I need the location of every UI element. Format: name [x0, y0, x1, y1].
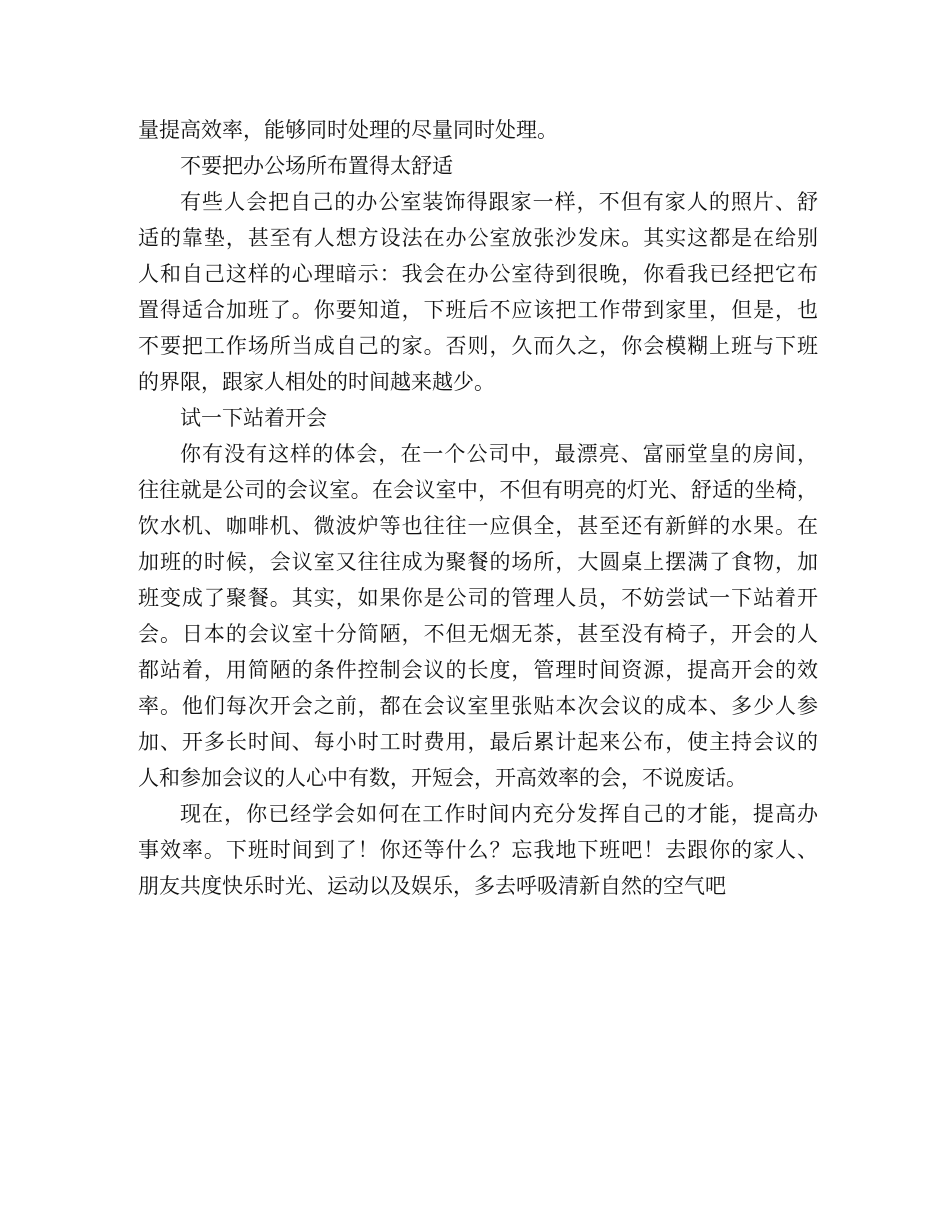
paragraph-line: 量提高效率，能够同时处理的尽量同时处理。	[138, 118, 558, 142]
paragraph-line: 有些人会把自己的办公室装饰得跟家一样，不但有家人的照片、舒	[180, 190, 818, 214]
paragraph-line: 置得适合加班了。你要知道，下班后不应该把工作带到家里，但是，也	[138, 298, 818, 322]
paragraph-line: 事效率。下班时间到了！你还等什么？忘我地下班吧！去跟你的家人、	[138, 838, 818, 862]
section-heading: 不要把办公场所布置得太舒适	[180, 154, 453, 178]
paragraph-line: 班变成了聚餐。其实，如果你是公司的管理人员，不妨尝试一下站着开	[138, 586, 818, 610]
paragraph-line: 人和参加会议的人心中有数，开短会，开高效率的会，不说废话。	[138, 766, 747, 790]
paragraph-line: 往往就是公司的会议室。在会议室中，不但有明亮的灯光、舒适的坐椅，	[138, 478, 818, 502]
section-heading: 试一下站着开会	[180, 406, 327, 430]
paragraph-line: 现在，你已经学会如何在工作时间内充分发挥自己的才能，提高办	[180, 802, 818, 826]
paragraph-line: 你有没有这样的体会，在一个公司中，最漂亮、富丽堂皇的房间，	[180, 442, 818, 466]
paragraph-line: 不要把工作场所当成自己的家。否则，久而久之，你会模糊上班与下班	[138, 334, 818, 358]
paragraph-line: 饮水机、咖啡机、微波炉等也往往一应俱全，甚至还有新鲜的水果。在	[138, 514, 818, 538]
paragraph-line: 朋友共度快乐时光、运动以及娱乐，多去呼吸清新自然的空气吧	[138, 874, 726, 898]
paragraph-line: 会。日本的会议室十分简陋，不但无烟无茶，甚至没有椅子，开会的人	[138, 622, 818, 646]
paragraph-line: 加、开多长时间、每小时工时费用，最后累计起来公布，使主持会议的	[138, 730, 818, 754]
paragraph-line: 人和自己这样的心理暗示：我会在办公室待到很晚，你看我已经把它布	[138, 262, 818, 286]
paragraph-line: 都站着，用简陋的条件控制会议的长度，管理时间资源，提高开会的效	[138, 658, 818, 682]
paragraph-line: 率。他们每次开会之前，都在会议室里张贴本次会议的成本、多少人参	[138, 694, 818, 718]
paragraph-line: 的界限，跟家人相处的时间越来越少。	[138, 370, 495, 394]
paragraph-line: 加班的时候，会议室又往往成为聚餐的场所，大圆桌上摆满了食物，加	[138, 550, 818, 574]
document-body	[138, 112, 818, 904]
paragraph-line: 适的靠垫，甚至有人想方设法在办公室放张沙发床。其实这都是在给别	[138, 226, 818, 250]
